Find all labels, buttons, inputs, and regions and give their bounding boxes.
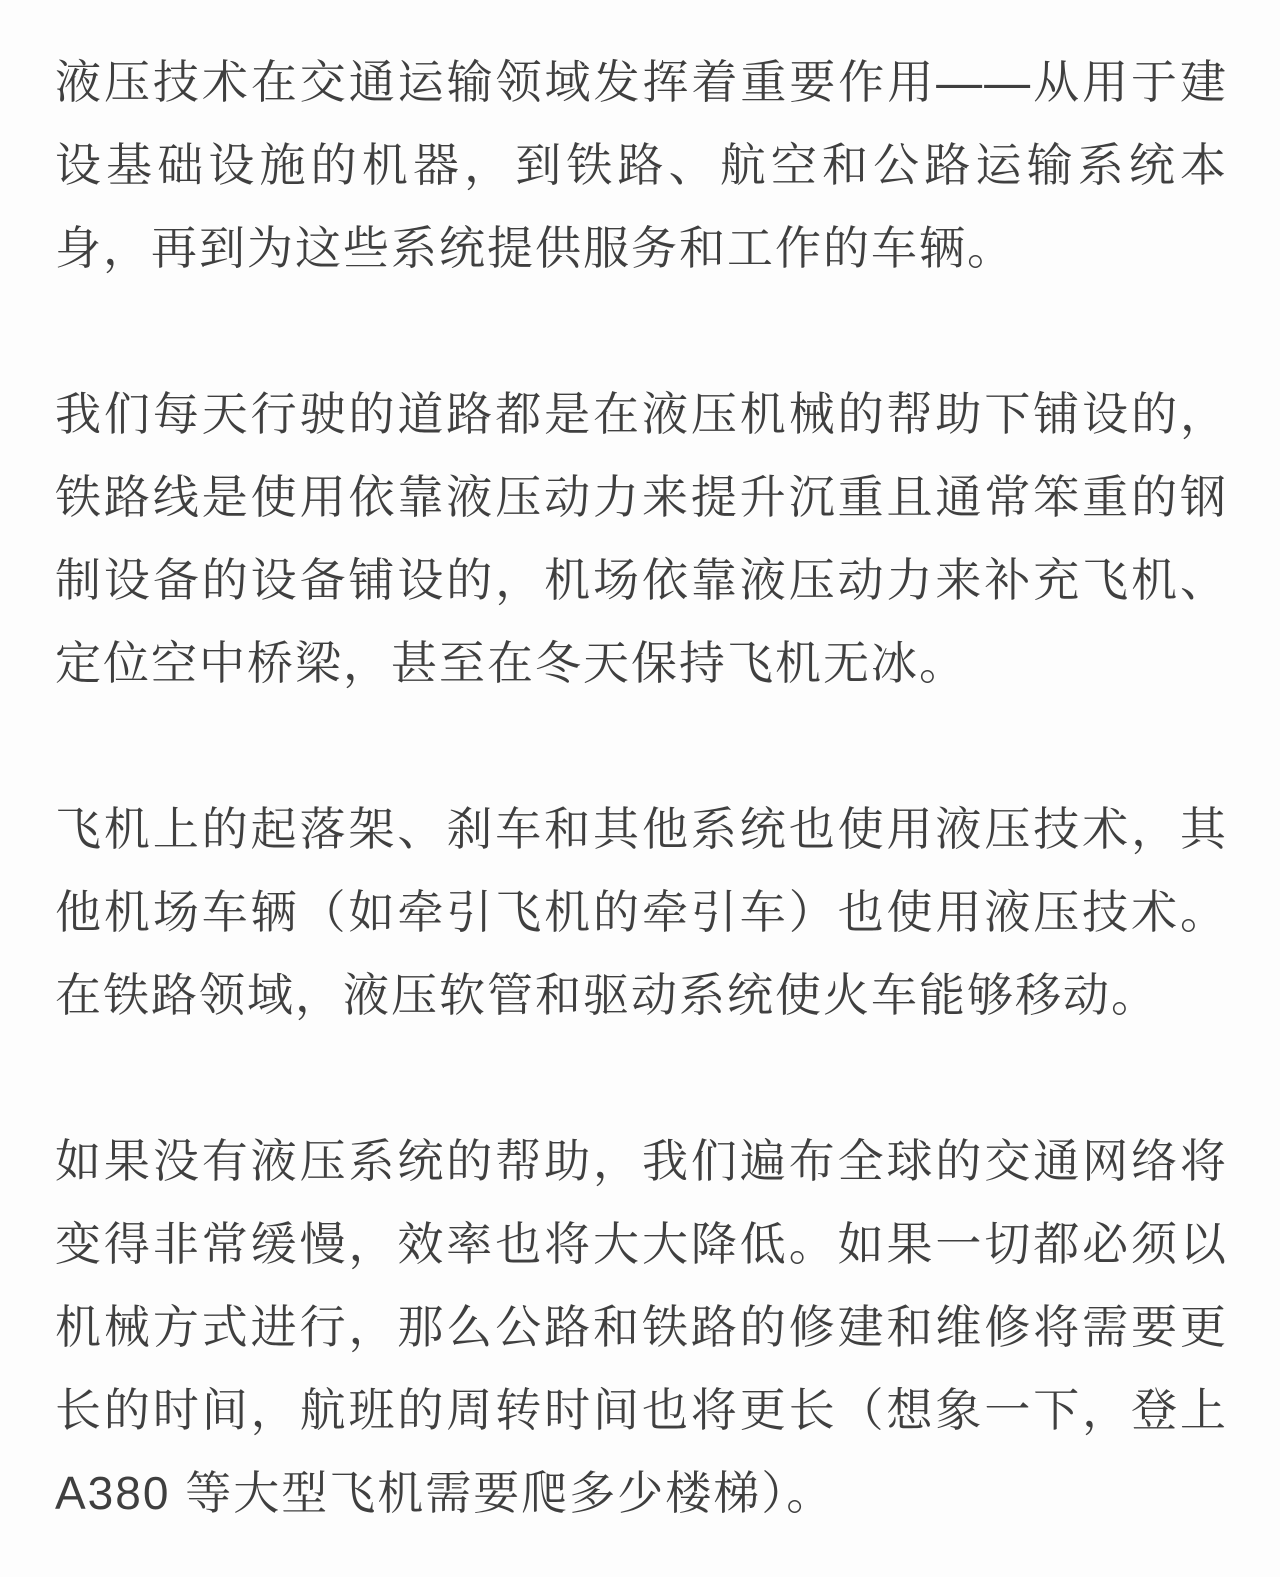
paragraph-without-hydraulics: 如果没有液压系统的帮助，我们遍布全球的交通网络将变得非常缓慢，效率也将大大降低。如果一切都必须以机械方式进行，那么公路和铁路的修建和维修将需要更长的时间，航班的周转时间也将更长（想象一下，登上 A380 等大型飞机需要爬多少楼梯）。: [55, 1135, 1228, 1519]
paragraph-hydraulics-role: 液压技术在交通运输领域发挥着重要作用——从用于建设基础设施的机器，到铁路、航空和公路运输系统本身，再到为这些系统提供服务和工作的车辆。: [55, 56, 1228, 274]
paragraph-aircraft-systems: 飞机上的起落架、刹车和其他系统也使用液压技术，其他机场车辆（如牵引飞机的牵引车）也使用液压技术。在铁路领域，液压软管和驱动系统使火车能够移动。: [55, 803, 1228, 1021]
paragraph-roads-rails-airports: 我们每天行驶的道路都是在液压机械的帮助下铺设的，铁路线是使用依靠液压动力来提升沉重且通常笨重的钢制设备的设备铺设的，机场依靠液压动力来补充飞机、定位空中桥梁，甚至在冬天保持飞机无冰。: [55, 388, 1228, 689]
